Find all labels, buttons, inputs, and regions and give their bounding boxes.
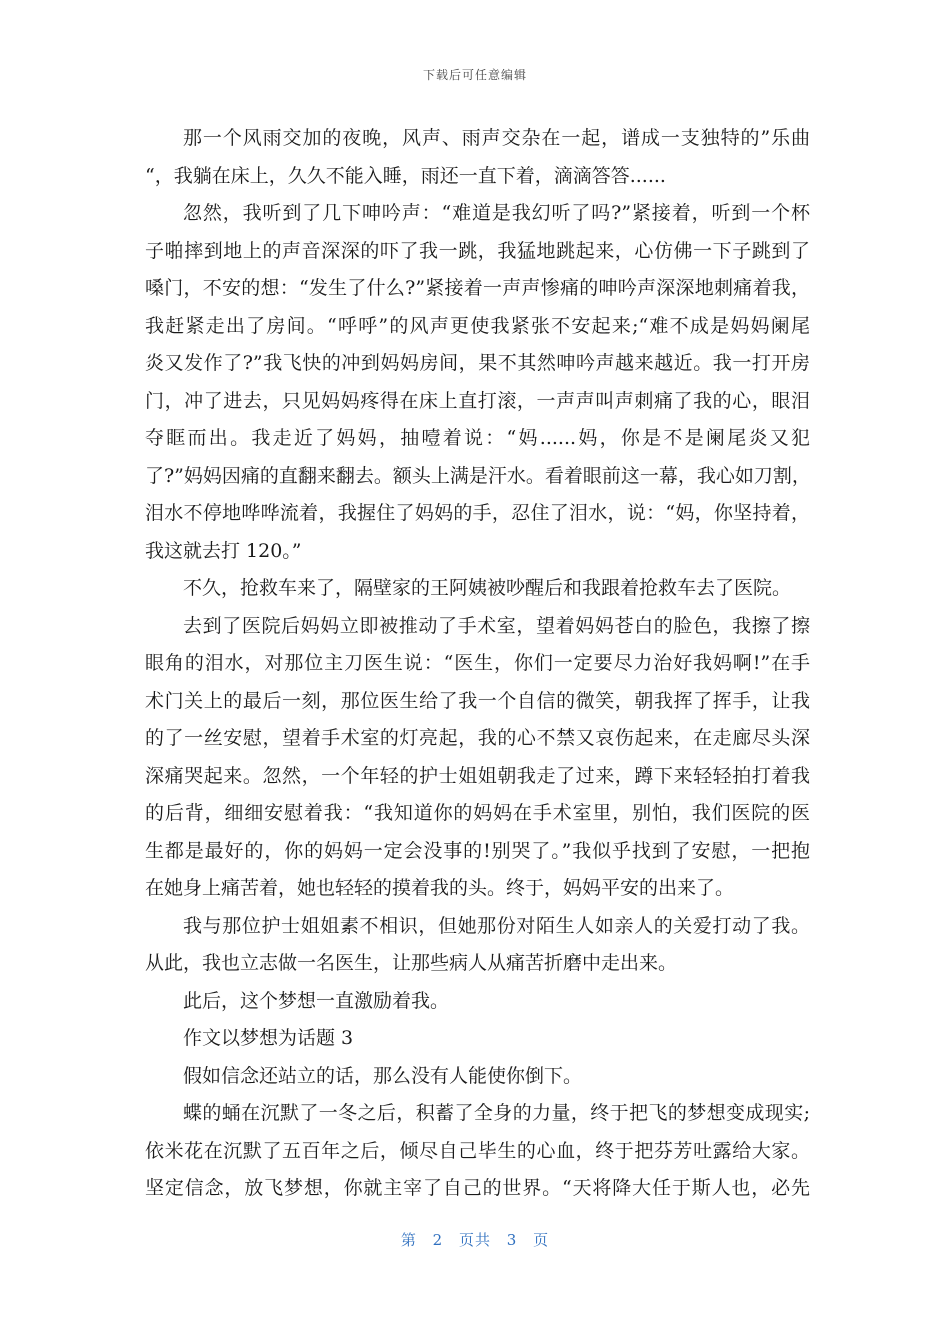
text-line: 子啪摔到地上的声音深深的吓了我一跳，我猛地跳起来，心仿佛一下子跳到了 (145, 239, 810, 262)
text-line: 忽然，我听到了几下呻吟声：“难道是我幻听了吗?”紧接着，听到一个杯 (183, 202, 810, 224)
text-line: 那一个风雨交加的夜晚，风声、雨声交杂在一起，谱成一支独特的”乐曲 (183, 127, 810, 149)
text-line: 生都是最好的，你的妈妈一定会没事的!别哭了。”我似乎找到了安慰，一把抱 (145, 839, 810, 862)
text-line: 门，冲了进去，只见妈妈疼得在床上直打滚，一声声叫声刺痛了我的心，眼泪 (145, 389, 810, 412)
text-line: 在她身上痛苦着，她也轻轻的摸着我的头。终于，妈妈平安的出来了。 (145, 877, 735, 899)
text-line: 我赶紧走出了房间。“呼呼”的风声更使我紧张不安起来;“难不成是妈妈阑尾 (145, 314, 810, 337)
page-number-footer: 第 2 页共 3 页 (400, 1231, 550, 1249)
text-line: 作文以梦想为话题 3 (183, 1027, 354, 1049)
text-line: 我与那位护士姐姐素不相识，但她那份对陌生人如亲人的关爱打动了我。 (183, 914, 810, 937)
text-line: 蝶的蛹在沉默了一冬之后，积蓄了全身的力量，终于把飞的梦想变成现实; (183, 1102, 810, 1124)
text-line: 假如信念还站立的话，那么没有人能使你倒下。 (183, 1064, 583, 1087)
text-line: “，我躺在床上，久久不能入睡，雨还一直下着，滴滴答答...... (145, 164, 666, 187)
text-line: 去到了医院后妈妈立即被推动了手术室，望着妈妈苍白的脸色，我擦了擦 (183, 614, 810, 637)
document-body (145, 120, 810, 1208)
text-line: 术门关上的最后一刻，那位医生给了我一个自信的微笑，朝我挥了挥手，让我 (145, 689, 810, 712)
page-header: 下载后可任意编辑 (422, 68, 527, 82)
text-line: 依米花在沉默了五百年之后，倾尽自己毕生的心血，终于把芬芳吐露给大家。 (145, 1139, 810, 1162)
text-line: 我这就去打 120。” (145, 539, 302, 562)
text-line: 的了一丝安慰，望着手术室的灯亮起，我的心不禁又哀伤起来，在走廊尽头深 (145, 727, 810, 749)
text-line: 炎又发作了?”我飞快的冲到妈妈房间，果不其然呻吟声越来越近。我一打开房 (145, 352, 810, 374)
text-line: 眼角的泪水，对那位主刀医生说：“医生，你们一定要尽力治好我妈啊!”在手 (145, 652, 810, 674)
text-line: 深痛哭起来。忽然，一个年轻的护士姐姐朝我走了过来，蹲下来轻轻拍打着我 (145, 764, 810, 787)
text-line: 此后，这个梦想一直激励着我。 (183, 989, 450, 1012)
text-line: 不久，抢救车来了，隔壁家的王阿姨被吵醒后和我跟着抢救车去了医院。 (183, 577, 792, 599)
text-line: 泪水不停地哗哗流着，我握住了妈妈的手，忍住了泪水，说：“妈，你坚持着， (145, 502, 810, 524)
text-line: 了?”妈妈因痛的直翻来翻去。额头上满是汗水。看着眼前这一幕，我心如刀割， (145, 464, 811, 487)
text-line: 坚定信念，放飞梦想，你就主宰了自己的世界。“天将降大任于斯人也，必先 (145, 1177, 810, 1199)
text-line: 嗓门，不安的想：“发生了什么?”紧接着一声声惨痛的呻吟声深深地刺痛着我， (145, 277, 810, 299)
text-line: 从此，我也立志做一名医生，让那些病人从痛苦折磨中走出来。 (145, 952, 678, 974)
text-line: 的后背，细细安慰着我：“我知道你的妈妈在手术室里，别怕，我们医院的医 (145, 802, 810, 824)
text-line: 夺眶而出。我走近了妈妈，抽噎着说：“妈......妈，你是不是阑尾炎又犯 (145, 427, 810, 449)
